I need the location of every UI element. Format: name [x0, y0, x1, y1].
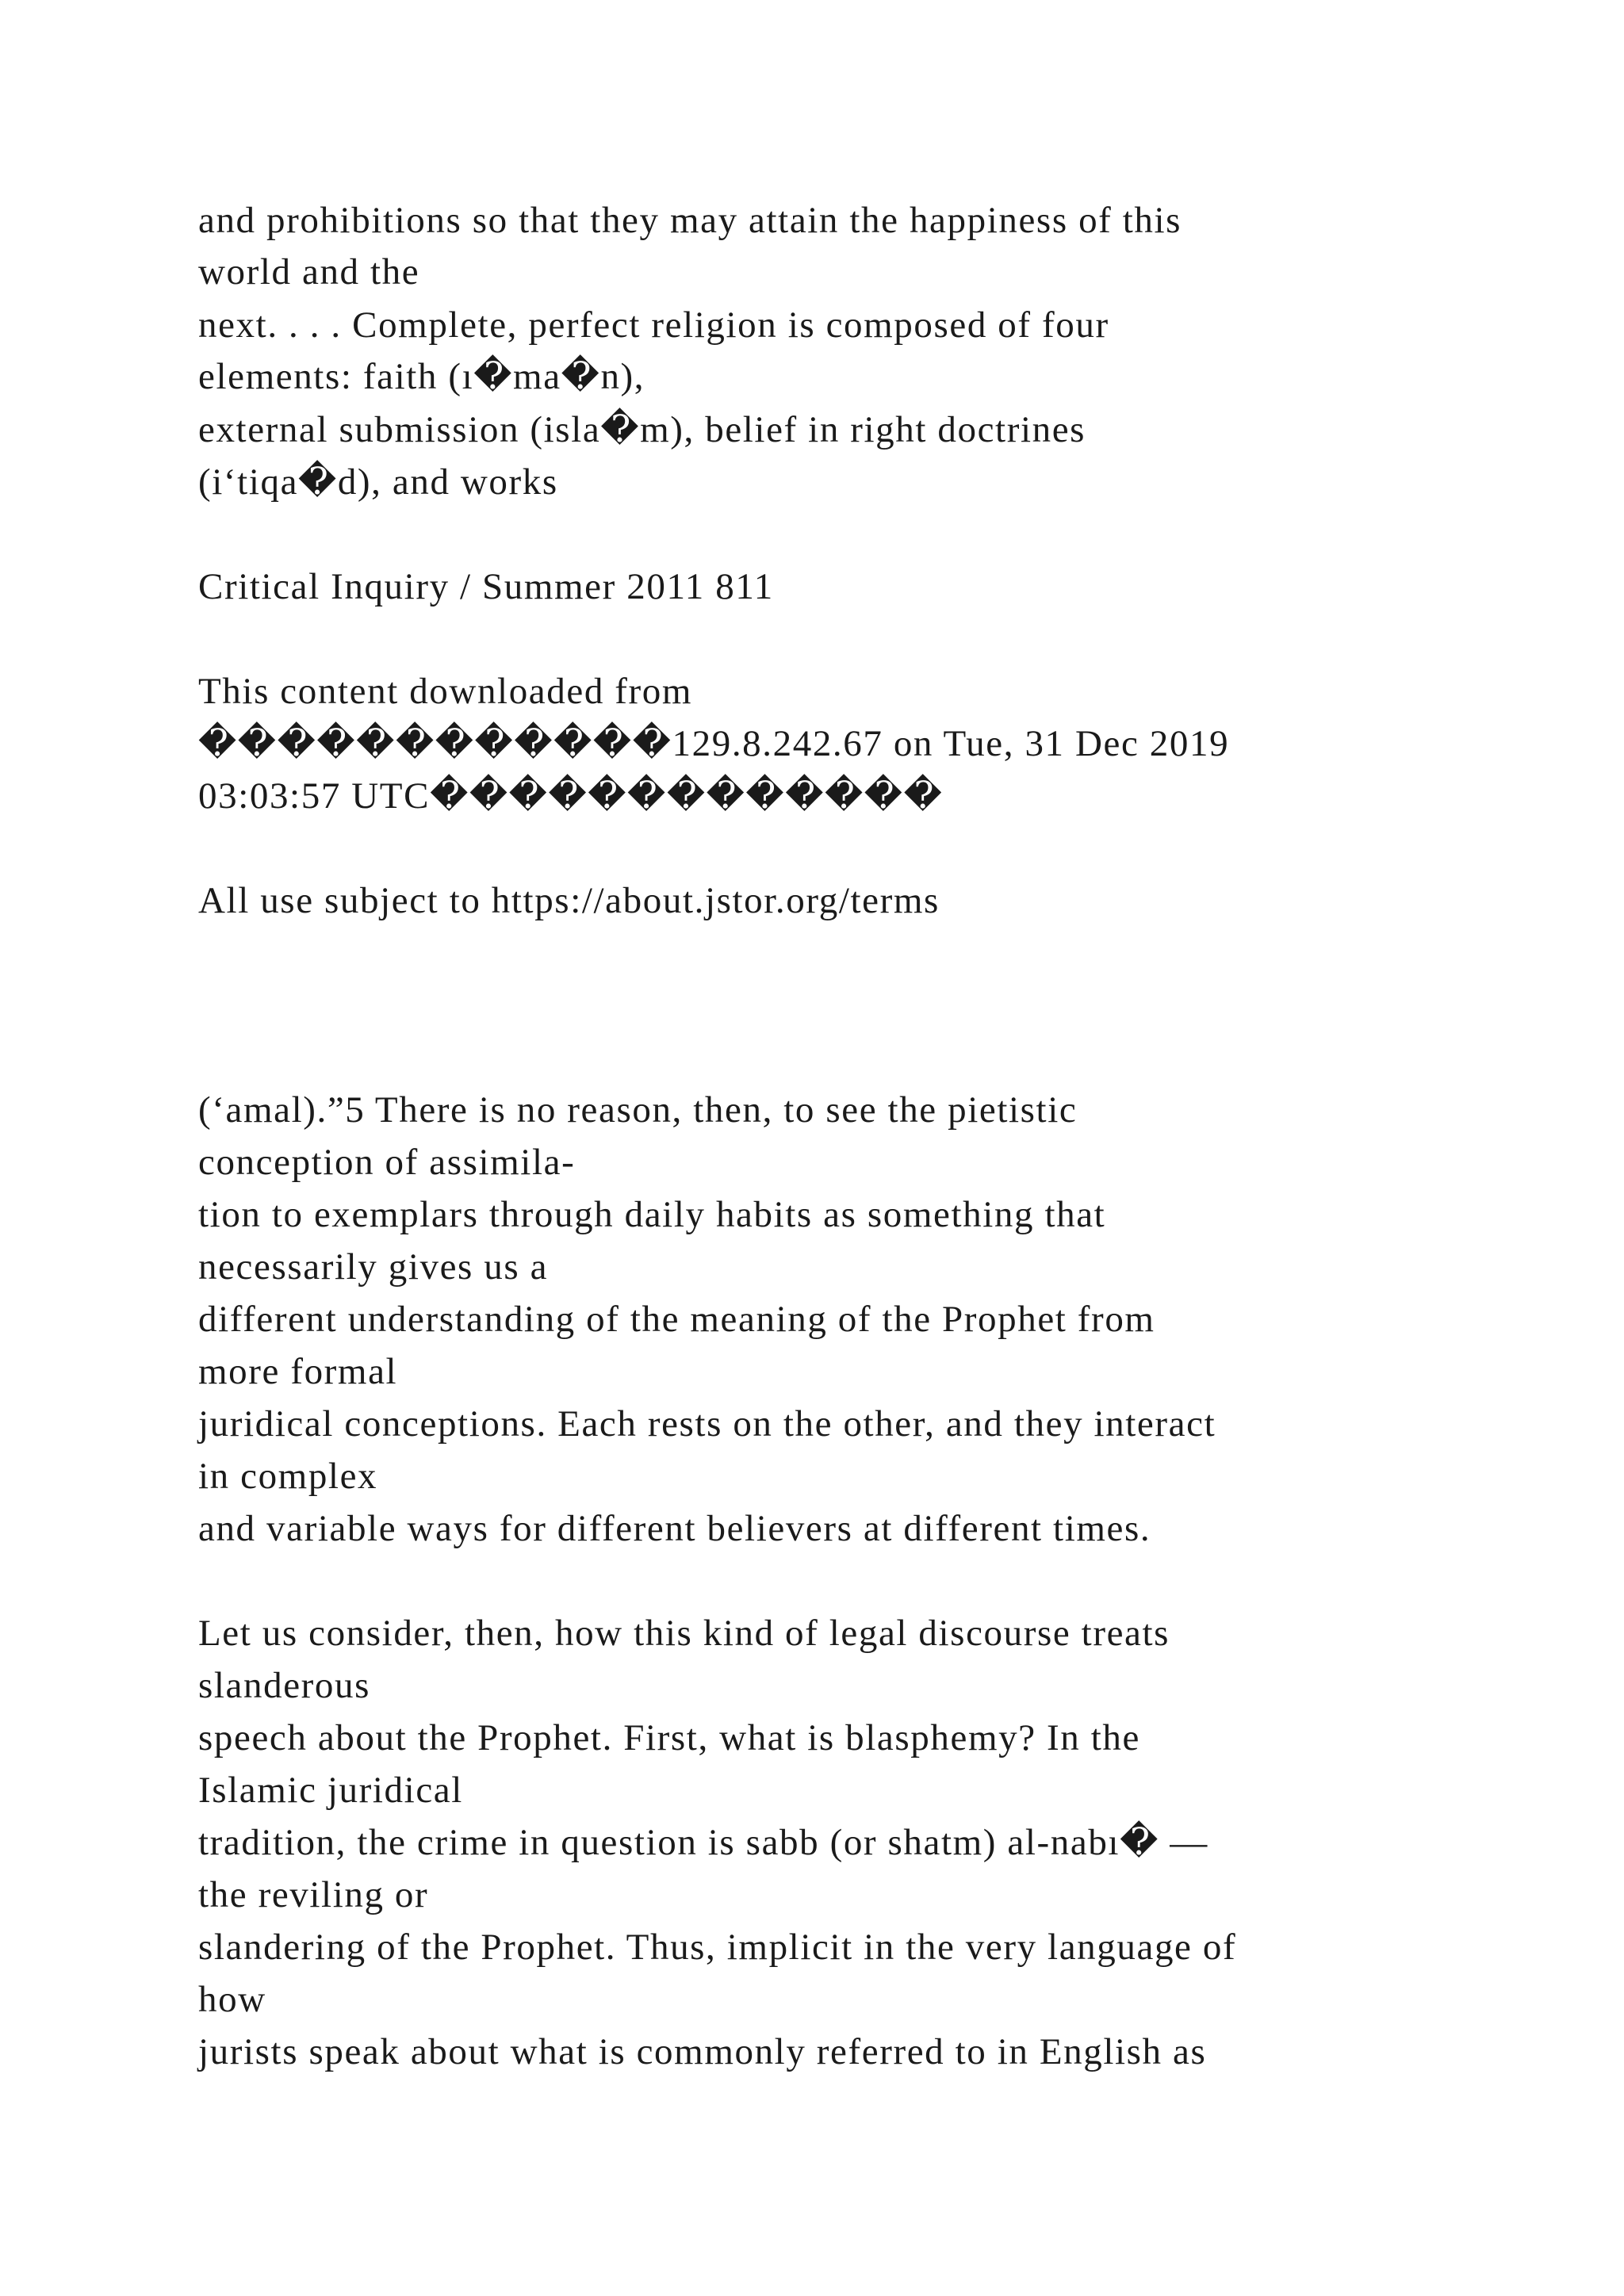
text-line: slanderous — [198, 1665, 371, 1706]
terms-notice: All use subject to https://about.jstor.org/terms — [198, 880, 940, 921]
text-line: necessarily gives us a — [198, 1246, 549, 1288]
text-line: different understanding of the meaning of the Prophet from — [198, 1299, 1155, 1340]
text-line: external submission (isla�m), belief in right doctrines — [198, 409, 1086, 450]
download-notice: ������������129.8.242.67 on Tue, 31 Dec 2019 — [198, 723, 1230, 764]
text-line: in complex — [198, 1456, 378, 1497]
download-notice: 03:03:57 UTC������������� — [198, 775, 944, 817]
download-notice: This content downloaded from — [198, 671, 693, 712]
text-line: tradition, the crime in question is sabb (or shatm) al-nabı� — — [198, 1822, 1208, 1863]
text-line: and variable ways for different believers at different times. — [198, 1508, 1151, 1549]
journal-citation: Critical Inquiry / Summer 2011 811 — [198, 566, 774, 607]
text-line: juridical conceptions. Each rests on the other, and they interact — [198, 1403, 1216, 1445]
text-line: world and the — [198, 251, 420, 293]
text-line: next. . . . Complete, perfect religion is composed of four — [198, 304, 1109, 346]
text-line: (‘amal).”5 There is no reason, then, to see the pietistic — [198, 1089, 1078, 1131]
text-line: more formal — [198, 1351, 398, 1392]
text-line: (i‘tiqa�d), and works — [198, 461, 558, 503]
text-line: how — [198, 1979, 266, 2020]
text-line: tion to exemplars through daily habits as something that — [198, 1194, 1106, 1235]
text-line: and prohibitions so that they may attain the happiness of this — [198, 200, 1182, 241]
text-line: Islamic juridical — [198, 1770, 463, 1811]
text-line: jurists speak about what is commonly referred to in English as — [198, 2031, 1207, 2072]
text-line: conception of assimila- — [198, 1142, 576, 1183]
text-line: the reviling or — [198, 1874, 429, 1915]
text-line: Let us consider, then, how this kind of legal discourse treats — [198, 1613, 1170, 1654]
text-line: elements: faith (ı�ma�n), — [198, 356, 645, 397]
text-line: slandering of the Prophet. Thus, implicit in the very language of — [198, 1927, 1237, 1968]
text-line: speech about the Prophet. First, what is blasphemy? In the — [198, 1717, 1140, 1758]
